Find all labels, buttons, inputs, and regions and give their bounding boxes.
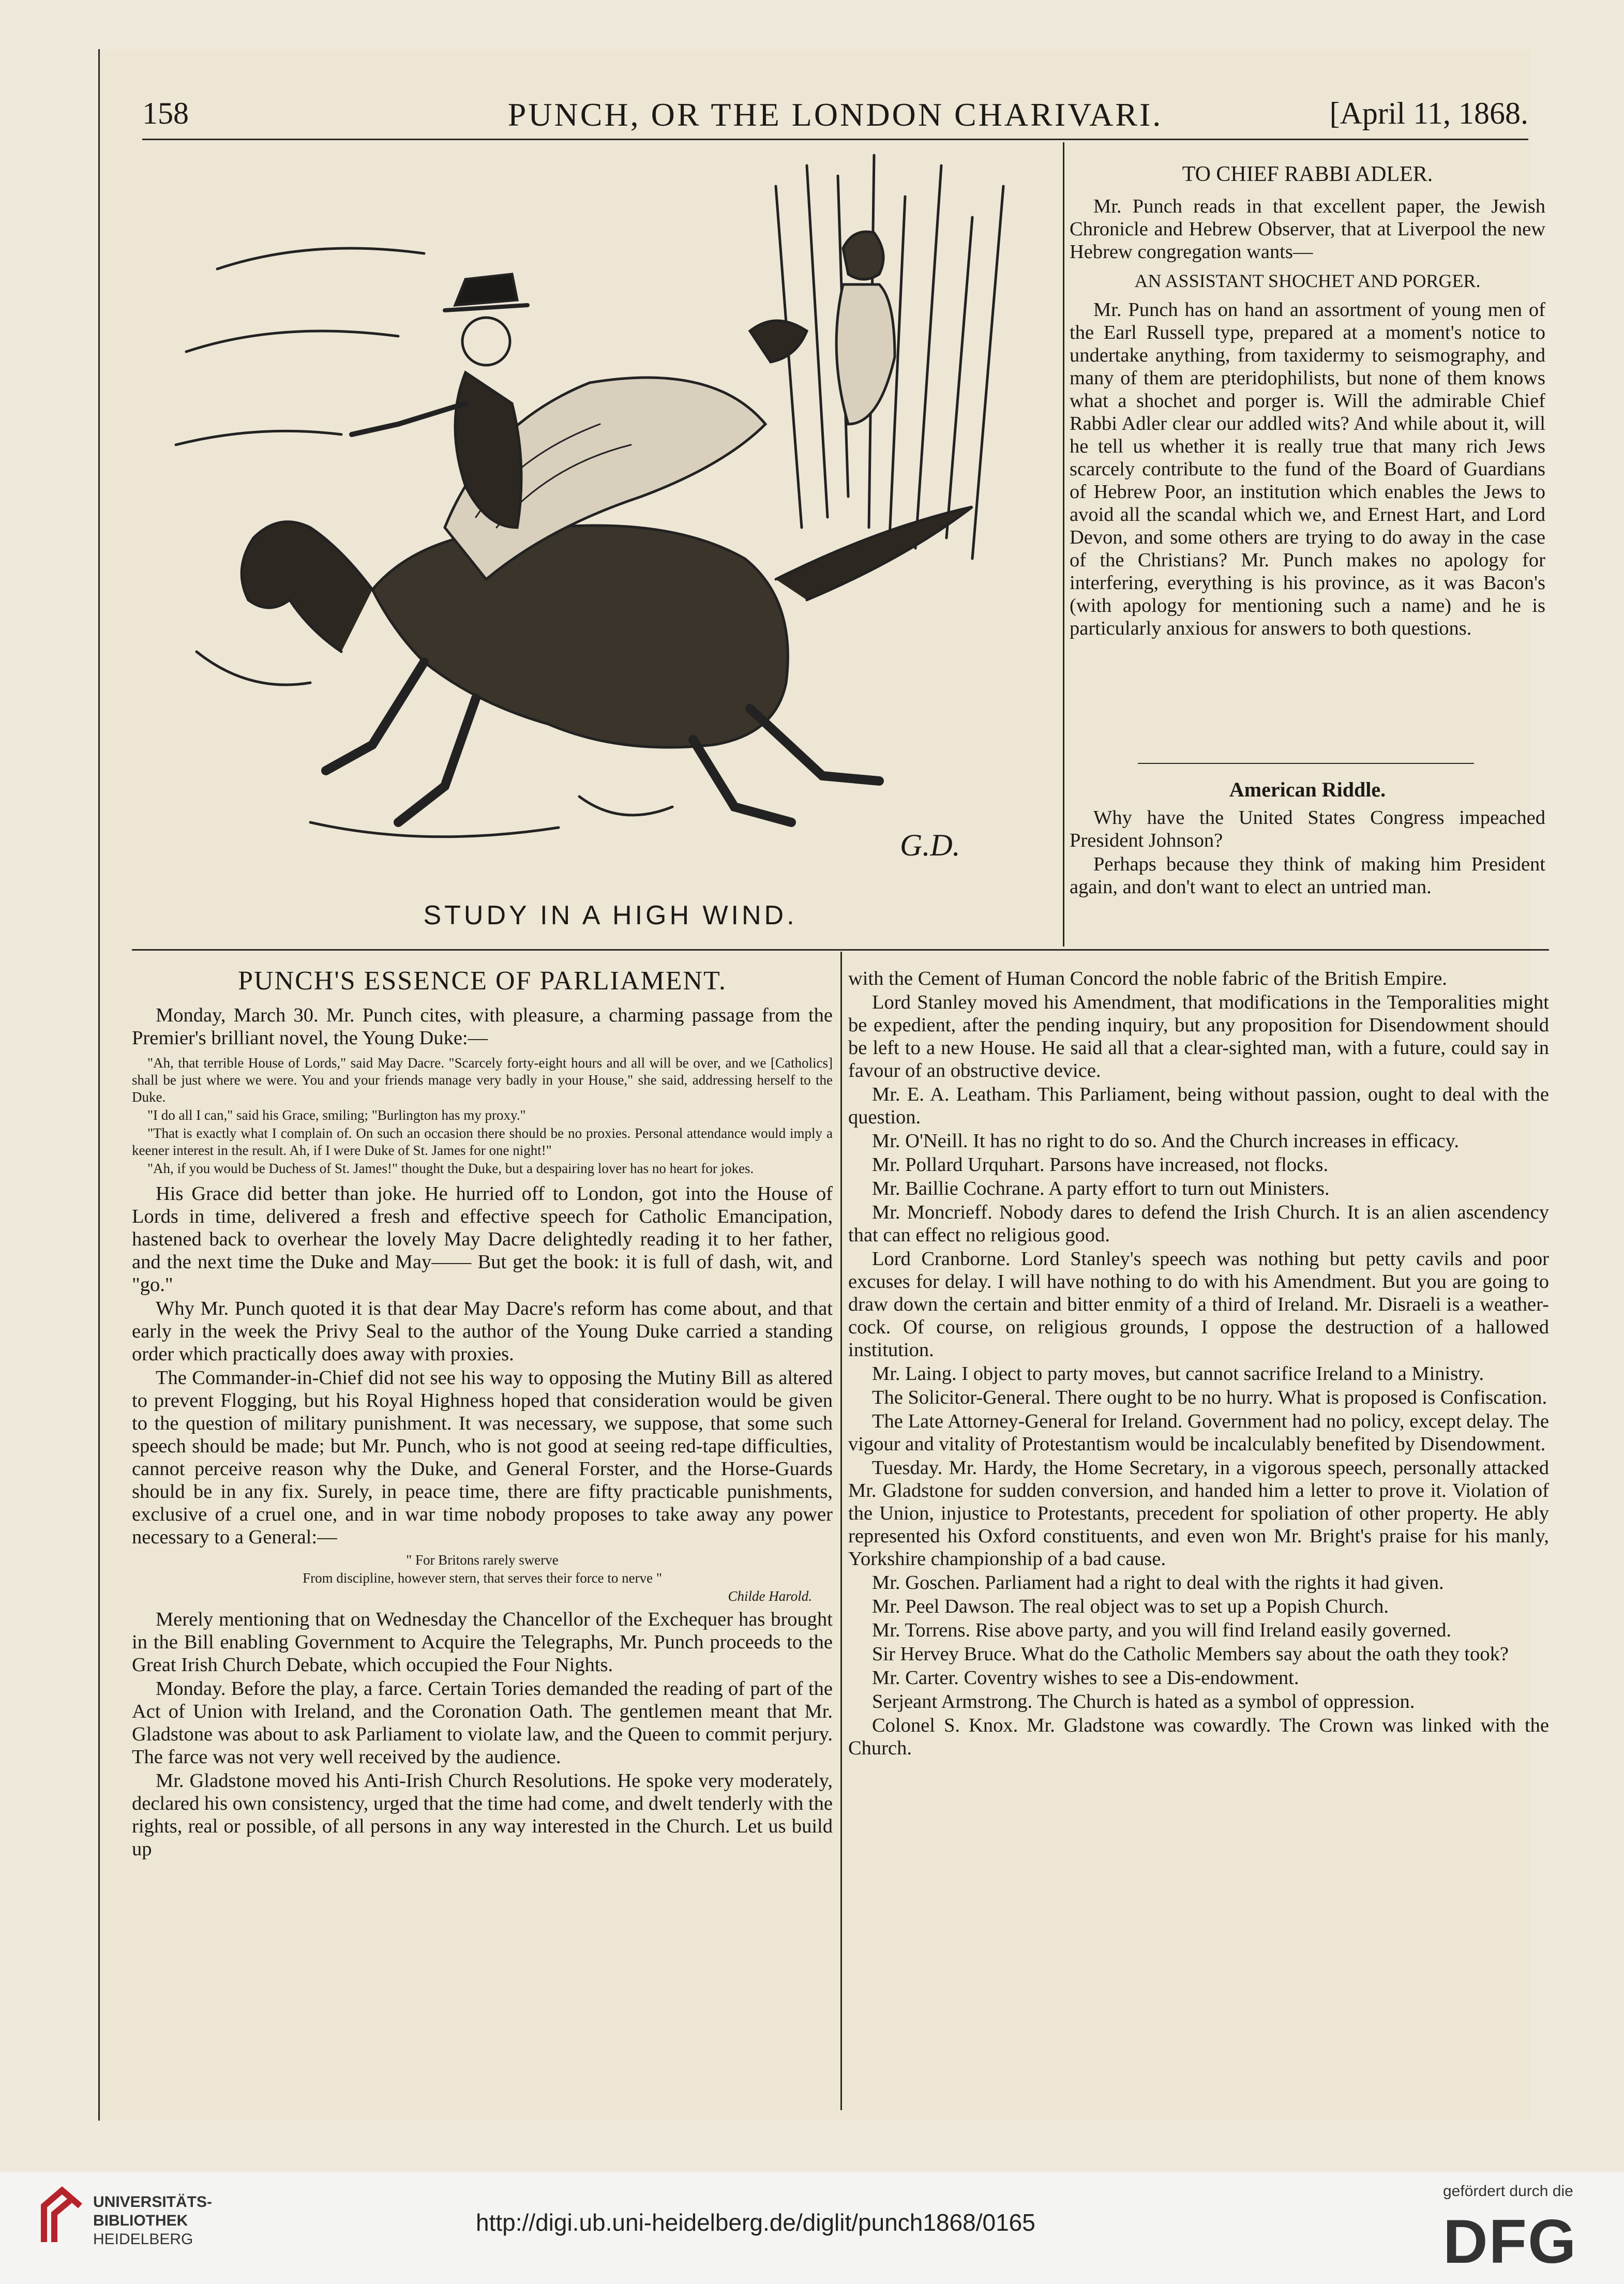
library-name: [93, 2193, 212, 2249]
essence-para-2: His Grace did better than joke. He hurried off to London, got into the House of Lords in time, delivered a fresh and effective speech for Catholic Emancipation, hastened back to overhear the lovely May Dacre delightedly reading it to her father, and the next time the Duke and May—— But get the book: it is full of dash, wit, and "go.": [132, 1183, 833, 1296]
essence-para-4: The Commander-in-Chief did not see his way to opposing the Mutiny Bill as altered to prevent Flogging, but his Royal Highness hoped that consideration would be given to the question of military punishment. It was necessary, we suppose, that some such speech should be made; but Mr. Punch, who is not good at seeing red-tape difficulties, cannot perceive reason why the Duke, and General Forster, and the Horse-Guards should be in any fix. Surely, in peace time, there are fifty practicable punishments, exclusive of a cruel one, and in war time nobody proposes to take away any power necessary to a General:—: [132, 1367, 833, 1548]
riddle-answer: Perhaps because they think of making him President again, and don't want to elect an untried man.: [1070, 853, 1545, 898]
debate-r11: The Late Attorney-General for Ireland. Government had no policy, except delay. The vigour and vitality of Protestantism would be incalculably benefited by Disendowment.: [848, 1410, 1549, 1455]
quote-1: "Ah, that terrible House of Lords," said May Dacre. "Scarcely forty-eight hours and all will be over, and we [Catholics] shall be just where we were. You and your friends manage very badly in your House," she said, addressing herself to the Duke.: [132, 1055, 833, 1105]
rabbi-body: Mr. Punch has on hand an assortment of young men of the Earl Russell type, prepared at a moment's notice to undertake anything, from taxidermy to seismography, and many of them are pteridophilists, but none of them knows what a shochet and porger is. Will the admirable Chief Rabbi Adler clear our addled wits? And while about it, will he tell us whether it is really true that many rich Jews scarcely contribute to the fund of the Board of Guardians of Hebrew Poor, an institution which enables the Jews to avoid all the scandal which we, and Ernest Hart, and Lord Devon, and some others are trying to do away in the case of the Christians? Mr. Punch makes no apology for interfering, everything is his province, as it was Bacon's (with apology for mentioning such a name) and he is particularly anxious for answers to both questions.: [1070, 299, 1545, 639]
debate-r19: Colonel S. Knox. Mr. Gladstone was cowardly. The Crown was linked with the Church.: [848, 1715, 1549, 1759]
page-number: 158: [142, 96, 189, 130]
debate-r1: with the Cement of Human Concord the noble fabric of the British Empire.: [848, 968, 1447, 989]
riddle-question: Why have the United States Congress impeached President Johnson?: [1070, 807, 1545, 851]
rabbi-intro: Mr. Punch reads in that excellent paper, the Jewish Chronicle and Hebrew Observer, that at Liverpool the new Hebrew congregation wants—: [1070, 196, 1545, 263]
debate-r4: Mr. O'Neill. It has no right to do so. And the Church increases in efficacy.: [872, 1130, 1459, 1152]
debate-r10: The Solicitor-General. There ought to be no hurry. What is proposed is Confiscation.: [872, 1387, 1547, 1408]
debate-column: [848, 967, 1549, 1761]
essence-quote: [132, 1055, 833, 1177]
riddle-title: American Riddle.: [1229, 778, 1386, 801]
library-line-3: HEIDELBERG: [93, 2231, 193, 2248]
rabbi-article: [1070, 163, 1545, 641]
debate-r16: Sir Hervey Bruce. What do the Catholic Members say about the oath they took?: [872, 1643, 1509, 1665]
debate-r12: Tuesday. Mr. Hardy, the Home Secretary, in a vigorous speech, personally attacked Mr. Gladstone for sudden conversion, and handed him a letter to prove it. Violation of the Union, injustice to Protestants, precedent for spoliation of other property. He ably represented his Oxford constituents, and even won Mr. Bright's praise for his manly, Yorkshire championship of a bad cause.: [848, 1457, 1549, 1570]
cartoon-illustration: [155, 134, 1055, 905]
rabbi-title: TO CHIEF RABBI ADLER.: [1182, 162, 1433, 186]
funding-note: gefördert durch die: [1443, 2183, 1573, 2200]
essence-para-1: Monday, March 30. Mr. Punch cites, with pleasure, a charming passage from the Premier's brilliant novel, the Young Duke:—: [132, 1004, 833, 1049]
artist-signature: G.D.: [900, 828, 960, 862]
page-header: [142, 85, 1528, 140]
dfg-logo: DFG: [1443, 2207, 1577, 2276]
issue-date: [April 11, 1868.: [1329, 96, 1528, 130]
library-line-2: BIBLIOTHEK: [93, 2212, 188, 2229]
debate-r14: Mr. Peel Dawson. The real object was to set up a Popish Church.: [872, 1596, 1389, 1617]
debate-r3: Mr. E. A. Leatham. This Parliament, being without passion, ought to deal with the question.: [848, 1084, 1549, 1128]
mid-rule: [132, 949, 1549, 951]
rabbi-ad: AN ASSISTANT SHOCHET AND PORGER.: [1134, 271, 1481, 291]
debate-r7: Mr. Moncrieff. Nobody dares to defend the Irish Church. It is an alien ascendency that can effect no religious good.: [848, 1201, 1549, 1246]
rabbi-rule: [1138, 763, 1474, 764]
debate-r13: Mr. Goschen. Parliament had a right to deal with the rights it had given.: [872, 1572, 1444, 1594]
verse-source: Childe Harold.: [728, 1588, 812, 1604]
debate-r15: Mr. Torrens. Rise above party, and you will find Ireland easily governed.: [872, 1619, 1451, 1641]
essence-para-6: Monday. Before the play, a farce. Certain Tories demanded the reading of part of the Act of Union with Ireland, and the Coronation Oath. The gentlemen meant that Mr. Gladstone was about to ask Parliament to violate law, and the Queen to commit perjury. The farce was not very well received by the audience.: [132, 1678, 833, 1768]
debate-r5: Mr. Pollard Urquhart. Parsons have increased, not flocks.: [872, 1154, 1329, 1176]
debate-r8: Lord Cranborne. Lord Stanley's speech was nothing but petty cavils and poor excuses for delay. I will have nothing to do with his Amendment. But you are going to draw down the certain and bitter enmity of a third of Ireland. Mr. Disraeli is a weather-cock. Of course, on religious grounds, I oppose the destruction of a hallowed institution.: [848, 1248, 1549, 1361]
quote-2: "I do all I can," said his Grace, smiling; "Burlington has my proxy.": [147, 1107, 526, 1123]
page-title: PUNCH, OR THE LONDON CHARIVARI.: [507, 96, 1163, 133]
debate-r6: Mr. Baillie Cochrane. A party effort to turn out Ministers.: [872, 1178, 1330, 1199]
verse-line-1: " For Britons rarely swerve: [406, 1552, 559, 1568]
debate-r2: Lord Stanley moved his Amendment, that modifications in the Temporalities might be expedient, after the pending inquiry, but any proposition for Disendowment should be left to a new House. He said all that a clear-sighted man, with a future, could say in favour of an obstructive device.: [848, 991, 1549, 1081]
quote-4: "Ah, if you would be Duchess of St. James!" thought the Duke, but a despairing lover has no heart for jokes.: [147, 1161, 754, 1176]
top-column-divider: [1063, 142, 1064, 946]
verse-line-2: From discipline, however stern, that serves their force to nerve ": [303, 1570, 662, 1586]
university-logo-icon: [39, 2185, 85, 2247]
essence-title: PUNCH'S ESSENCE OF PARLIAMENT.: [238, 966, 727, 996]
debate-r17: Mr. Carter. Coventry wishes to see a Dis-endowment.: [872, 1667, 1299, 1689]
bottom-column-divider: [840, 952, 842, 2110]
verse-quote: [132, 1552, 833, 1605]
essence-para-5: Merely mentioning that on Wednesday the Chancellor of the Exchequer has brought in the Bill enabling Government to Acquire the Telegraphs, Mr. Punch proceeds to the Great Irish Church Debate, which occupied the Four Nights.: [132, 1609, 833, 1676]
library-line-1: UNIVERSITÄTS-: [93, 2193, 213, 2211]
riddle-article: [1070, 778, 1545, 899]
quote-3: "That is exactly what I complain of. On such an occasion there should be no proxies. Personal attendance would imply a keener interest in the result. Ah, if I were Duke of St. James for one night!": [132, 1125, 833, 1158]
essence-para-7: Mr. Gladstone moved his Anti-Irish Church Resolutions. He spoke very moderately, declared his own consistency, urged that the time had come, and dwelt tenderly with the rights, real or possible, of all persons in any way interested in the Church. Let us build up: [132, 1770, 833, 1860]
debate-r9: Mr. Laing. I object to party moves, but cannot sacrifice Ireland to a Ministry.: [872, 1363, 1484, 1385]
illustration-caption: STUDY IN A HIGH WIND.: [423, 900, 798, 930]
debate-r18: Serjeant Armstrong. The Church is hated as a symbol of oppression.: [872, 1691, 1415, 1712]
source-url-link[interactable]: http://digi.ub.uni-heidelberg.de/diglit/punch1868/0165: [476, 2209, 1035, 2236]
essence-para-3: Why Mr. Punch quoted it is that dear May Dacre's reform has come about, and that early in the week the Privy Seal to the author of the Young Duke carried a standing order which practically does away with proxies.: [132, 1298, 833, 1365]
essence-column: [132, 966, 833, 1861]
